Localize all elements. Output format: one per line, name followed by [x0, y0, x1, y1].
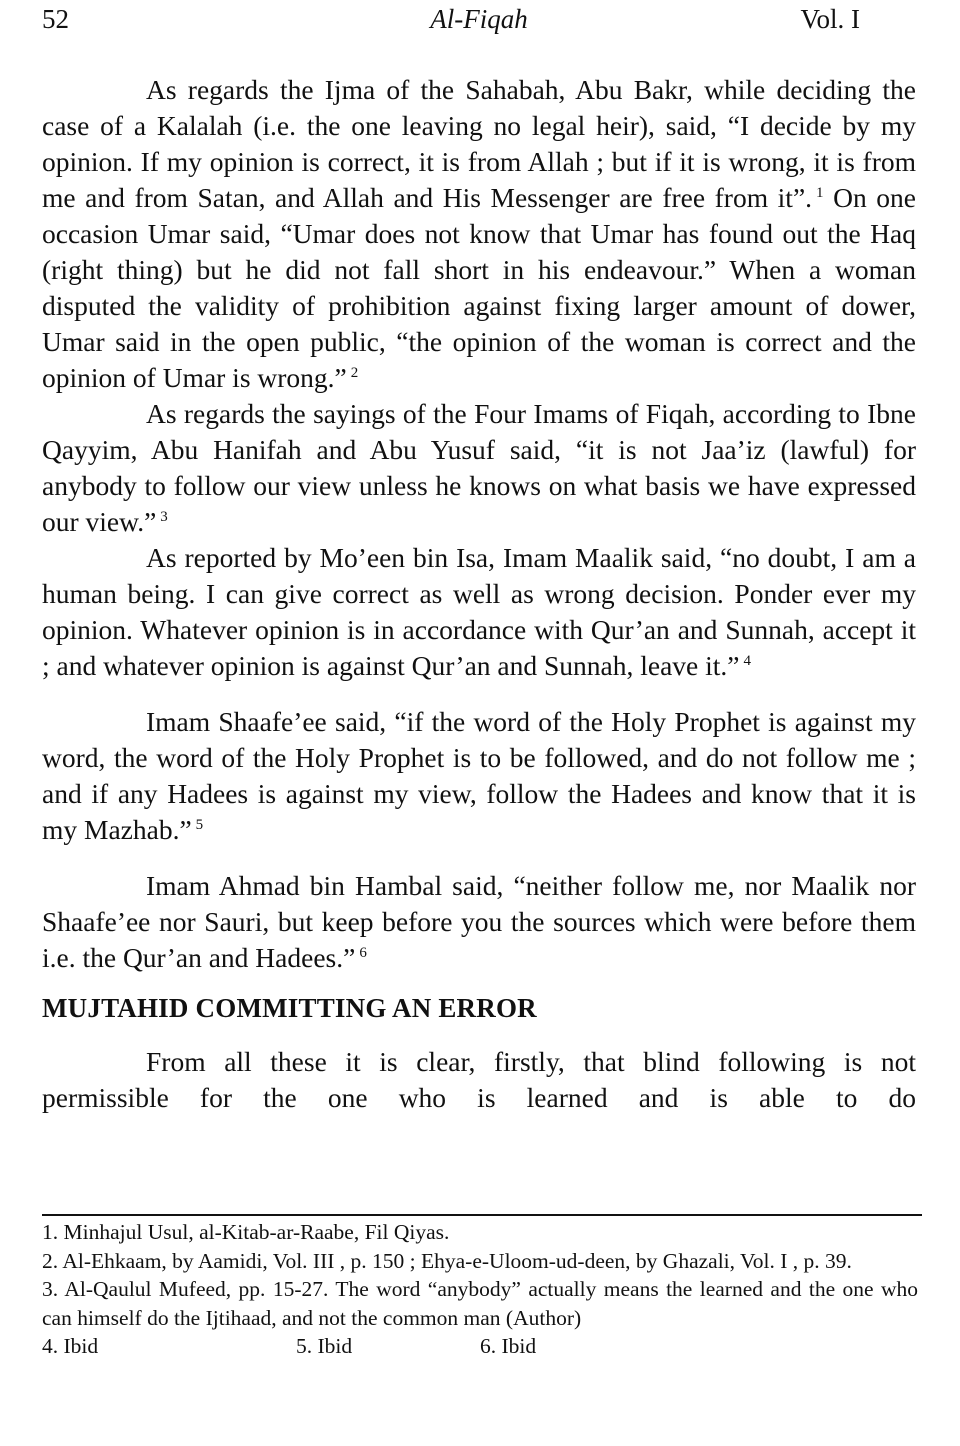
section-heading: MUJTAHID COMMITTING AN ERROR — [42, 993, 537, 1023]
footnotes — [42, 1218, 918, 1361]
paragraph-imam-maalik: As reported by Mo’een bin Isa, Imam Maalik said, “no doubt, I am a human being. I can give correct as well as wrong decision. Ponder ever my opinion. Whatever opinion is in accordance with Qur’an and Sunnah, accept it ; and whatever opinion is against Qur’an and Sunnah, leave it.” $^4$ — [42, 542, 916, 681]
book-title: Al-Fiqah — [430, 4, 528, 34]
footnote-ref-5: 5 — [195, 817, 204, 833]
running-header — [42, 0, 916, 60]
footnote-2: 2. Al-Ehkaam, by Aamidi, Vol. III , p. 150 ; Ehya-e-Uloom-ud-deen, by Ghazali, Vol. I , p. 39. — [42, 1248, 852, 1273]
footnote-ref-6: 6 — [359, 945, 367, 961]
paragraph-conclusion: From all these it is clear, firstly, that blind following is not permissible for the one who is learned and is able to do — [42, 1046, 916, 1113]
footnote-6: 6. Ibid — [480, 1334, 537, 1358]
footnote-ref-1: 1 — [816, 185, 824, 201]
paragraph-imam-ahmad: Imam Ahmad bin Hambal said, “neither follow me, nor Maalik nor Shaafe’ee nor Sauri, but keep before you the sources which were before them i.e. the Qur’an and Hadees.” $^6$ — [42, 870, 916, 973]
footnote-3: 3. Al-Qaulul Mufeed, pp. 15-27. The word “anybody” actually means the learned and the one who can himself do the Ijtihaad, and not the common man (Author) — [42, 1277, 918, 1330]
paragraph-imam-shaafee: Imam Shaafe’ee said, “if the word of the Holy Prophet is against my word, the word of the Holy Prophet is to be followed, and do not follow me ; and if any Hadees is against my view, follow the Hadees and know that it is my Mazhab.” $^5$ — [42, 706, 916, 845]
book-page — [42, 0, 918, 1358]
footnote-4: 4. Ibid — [42, 1334, 99, 1358]
page-number: 52 — [42, 4, 69, 34]
footnote-ibid-row — [42, 1332, 918, 1361]
paragraph-four-imams: As regards the sayings of the Four Imams of Fiqah, according to Ibne Qayyim, Abu Hanifah and Abu Yusuf said, “it is not Jaa’iz (lawful) for anybody to follow our view unless he knows on what basis we have expressed our view.” $^3$ — [42, 398, 916, 537]
footnote-1: 1. Minhajul Usul, al-Kitab-ar-Raabe, Fil Qiyas. — [42, 1220, 450, 1244]
footnote-ref-3: 3 — [160, 509, 168, 525]
footnote-divider — [42, 1214, 922, 1216]
footnote-ref-4: 4 — [743, 653, 751, 669]
paragraph-ijma: As regards the Ijma of the Sahabah, Abu Bakr, while deciding the case of a Kalalah (i.e. the one leaving no legal heir), said, “I decide by my opinion. If my opinion is correct, it is from Allah ; but if it is wrong, it is from me and from Satan, and Allah and His Messenger are free from it”. $^1$ On one occasion Umar said, “Umar does not know that Umar has found out the Haq (right thing) but he did not fall short in his endeavour.” When a woman disputed the validity of prohibition against fixing larger amount of dower, Umar said in the open public, “the opinion of the woman is correct and the opinion of Umar is wrong.” $^2$ — [42, 74, 916, 393]
footnote-ref-2: 2 — [350, 365, 359, 381]
volume-label: Vol. I — [800, 4, 860, 34]
body-text — [42, 72, 916, 1116]
footnote-5: 5. Ibid — [296, 1334, 353, 1358]
